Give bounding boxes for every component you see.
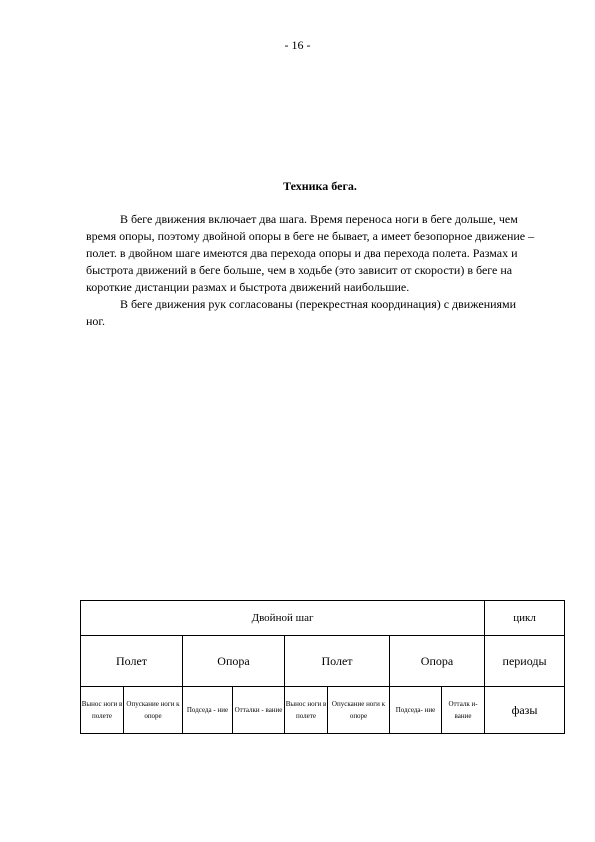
phase-cell: Вынос ноги в полете: [81, 687, 124, 734]
paragraph: В беге движения включает два шага. Время переноса ноги в беге дольше, чем время опоры, поэтому двойной опоры в беге не бывает, а имеет безопорное движение – полет. в двойном шаге имеются два перехода опоры и два перехода полета. Размах и быстрота движений в беге больше, чем в ходьбе (это зависит от скорости) в беге на короткие дистанции размах и быстрота движений наибольшие.: [86, 212, 535, 294]
double-step-cell: Двойной шаг: [81, 601, 485, 636]
body-text: [86, 211, 538, 330]
table-row: [81, 601, 565, 636]
phase-cell: Опускание ноги к опоре: [328, 687, 390, 734]
phases-label-cell: фазы: [485, 687, 565, 734]
table-row: [81, 636, 565, 687]
phase-cell: Опускание ноги к опоре: [124, 687, 183, 734]
period-cell: Полет: [81, 636, 183, 687]
section-heading: Техника бега.: [283, 179, 357, 193]
phase-cell: Отталк и- вание: [442, 687, 485, 734]
running-phases-table: [80, 600, 565, 734]
page-number: - 16 -: [284, 38, 311, 52]
table-row: [81, 687, 565, 734]
period-cell: Полет: [285, 636, 390, 687]
phase-cell: Отталки - вание: [233, 687, 285, 734]
phase-cell: Подседа- ние: [390, 687, 442, 734]
period-cell: Опора: [183, 636, 285, 687]
period-cell: Опора: [390, 636, 485, 687]
paragraph: В беге движения рук согласованы (перекрестная координация) с движениями ног.: [86, 297, 517, 328]
periods-label-cell: периоды: [485, 636, 565, 687]
phase-cell: Подседа - ние: [183, 687, 233, 734]
cycle-cell: цикл: [485, 601, 565, 636]
phase-cell: Вынос ноги в полете: [285, 687, 328, 734]
